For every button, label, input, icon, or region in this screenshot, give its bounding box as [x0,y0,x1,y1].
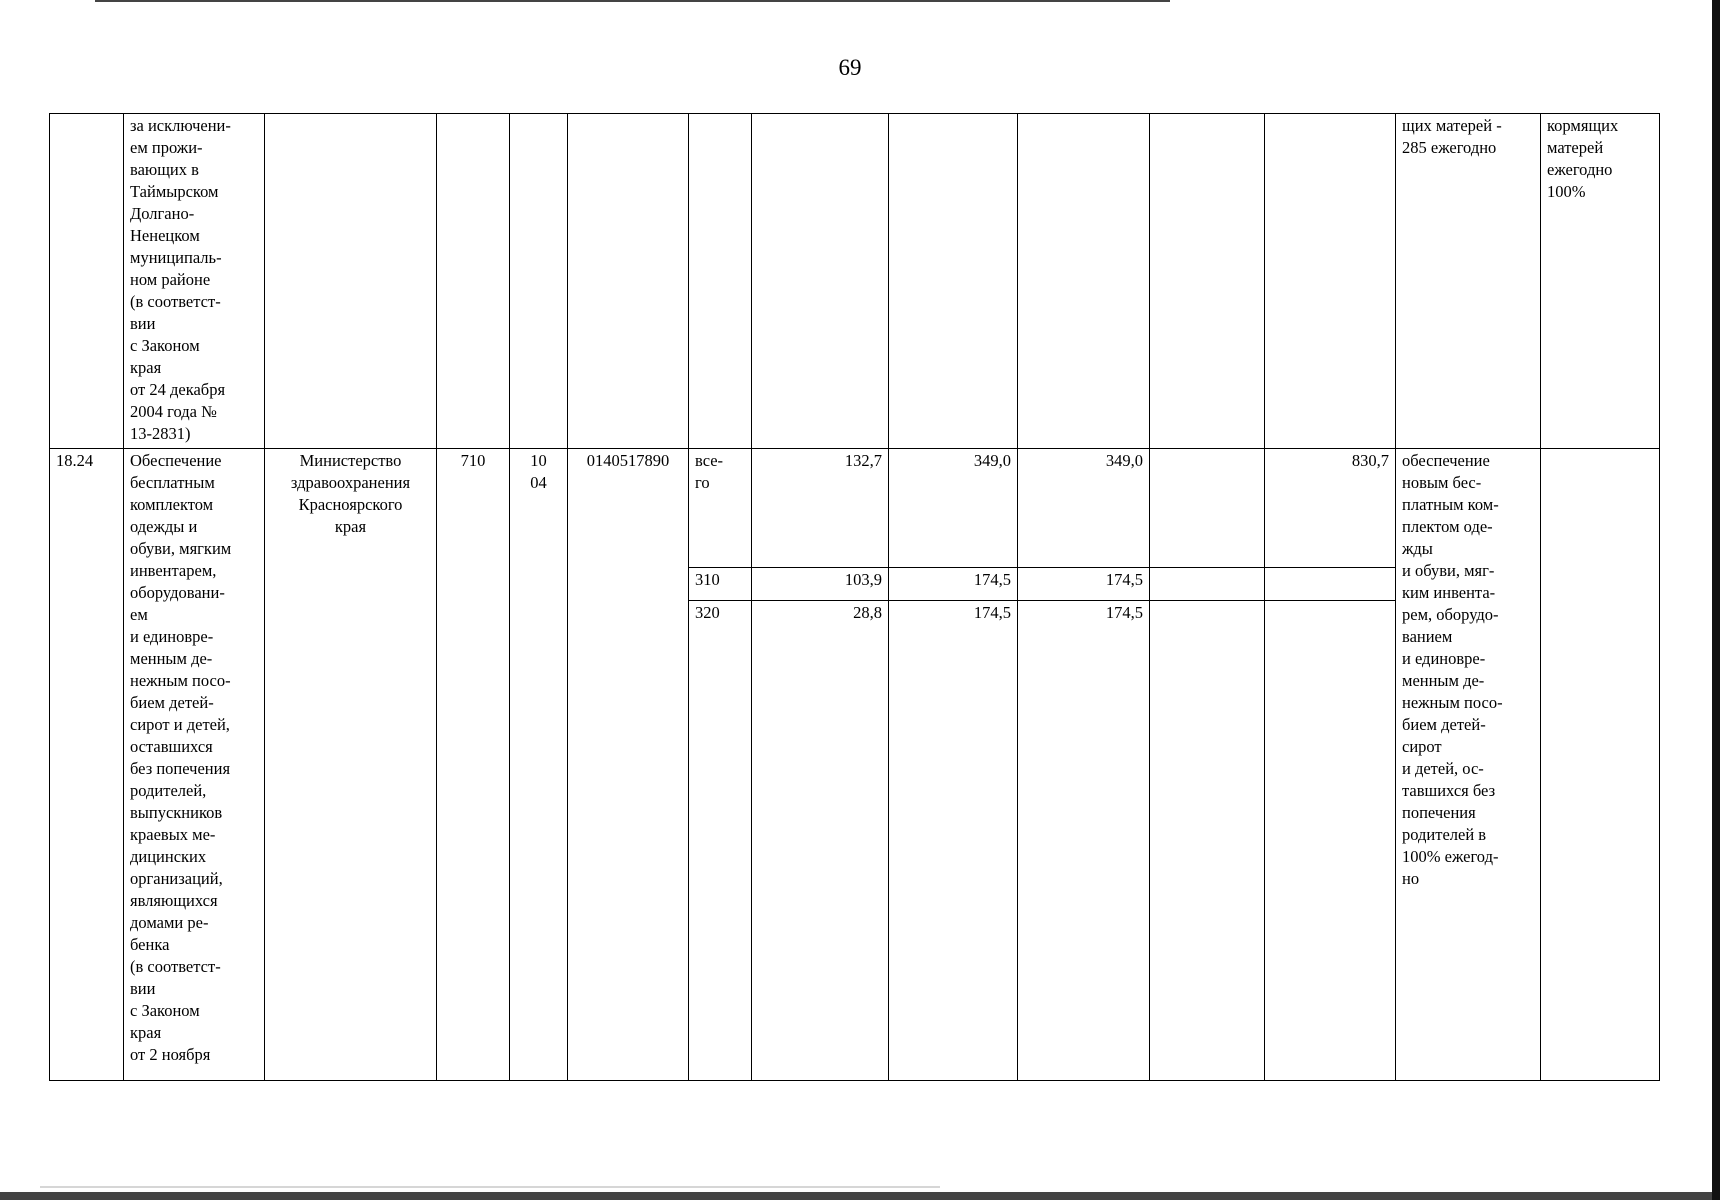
cell-section [510,114,568,449]
cell-year4 [1150,601,1265,1081]
cell-indicator: обеспечение новым бес- платным ком- плектом оде- жды и обуви, мяг- ким инвента- рем, оборудо- ванием и единовре- менным де- нежным посо- бием детей- сирот и детей, ос- тавшихся без попечения родителей в 100% ежегод- но [1396,449,1541,1081]
cell-total [1265,568,1396,601]
cell-year4 [1150,449,1265,568]
scan-edge-top [95,0,1170,2]
cell-number: 18.24 [50,449,124,1081]
cell-grbs [437,114,510,449]
cell-year2: 174,5 [889,568,1018,601]
cell-year4 [1150,568,1265,601]
cell-year3: 174,5 [1018,601,1150,1081]
cell-vr: все- го [689,449,752,568]
cell-indicator: щих матерей - 285 ежегодно [1396,114,1541,449]
page-number: 69 [838,55,862,80]
cell-section: 10 04 [510,449,568,1081]
cell-target [1541,449,1660,1081]
cell-description: за исключени- ем прожи- вающих в Таймырском Долгано- Ненецком муниципаль- ном районе (в соответст- вии с Законом края от 24 декабря 2004 года № 13-2831) [124,114,265,449]
table-row-continuation [50,114,1660,449]
cell-vr [689,114,752,449]
cell-year3: 349,0 [1018,449,1150,568]
cell-year2: 174,5 [889,601,1018,1081]
cell-year1: 132,7 [752,449,889,568]
cell-total: 830,7 [1265,449,1396,568]
cell-year2 [889,114,1018,449]
cell-vr: 320 [689,601,752,1081]
cell-year1 [752,114,889,449]
cell-csr: 0140517890 [568,449,689,1081]
cell-year1: 103,9 [752,568,889,601]
cell-description: Обеспечение бесплатным комплектом одежды и обуви, мягким инвентарем, оборудовани- ем и единовре- менным де- нежным посо- бием детей- сирот и детей, оставшихся без попечения родителей, выпускников краевых ме- дицинских организаций, являющихся домами ре- бенка (в соответст- вии с Законом края от 2 ноября [124,449,265,1081]
cell-total [1265,114,1396,449]
cell-csr [568,114,689,449]
cell-year2: 349,0 [889,449,1018,568]
cell-ministry: Министерство здравоохранения Красноярского края [265,449,437,1081]
table-row-18-24-total [50,449,1660,568]
cell-vr: 310 [689,568,752,601]
cell-total [1265,601,1396,1081]
cell-number [50,114,124,449]
scan-edge-bottom [0,1192,1712,1200]
scan-edge-right [1712,0,1720,1200]
cell-year3 [1018,114,1150,449]
cell-grbs: 710 [437,449,510,1081]
cell-ministry [265,114,437,449]
cell-year3: 174,5 [1018,568,1150,601]
program-measures-table [49,113,1660,1081]
cell-year1: 28,8 [752,601,889,1081]
scan-noise-line [40,1186,940,1188]
cell-target: кормящих матерей ежегодно 100% [1541,114,1660,449]
cell-year4 [1150,114,1265,449]
